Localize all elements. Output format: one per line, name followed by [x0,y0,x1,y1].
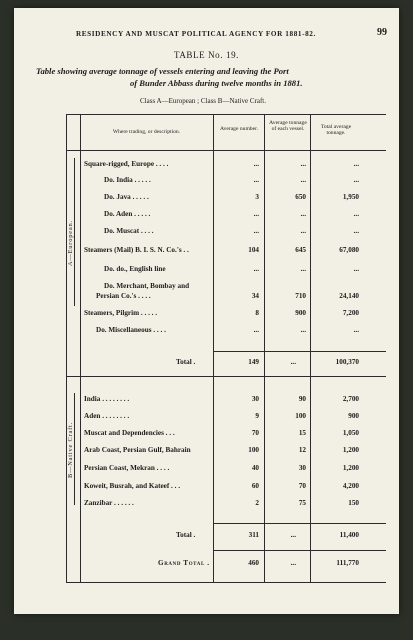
total-column-divider [310,114,311,582]
running-title: RESIDENCY AND MUSCAT POLITICAL AGENCY FOR 1881-82. [76,30,316,38]
number-column-divider [213,114,214,582]
section-divider [66,376,386,377]
section-b-total-total: 11,400 [339,531,359,539]
row-b6-trade: Koweit, Busrah, and Kateef . . . [84,482,181,490]
row-a3-num: 3 [255,193,259,201]
header-bottom-rule [66,150,386,151]
row-a8-total: 24,140 [339,292,359,300]
row-b3-num: 70 [251,429,259,437]
row-a7-trade: Do. do., English line [104,265,166,273]
table-number: TABLE No. 19. [173,50,240,60]
row-a7-ton: ... [300,265,306,273]
row-a1-num: ... [253,160,259,168]
row-a5-ton: ... [300,227,306,235]
section-a-total-rule [213,351,386,352]
row-a4-num: ... [253,210,259,218]
row-a3-total: 1,950 [342,193,359,201]
section-b-total-ton: ... [290,531,296,539]
row-b4-total: 1,200 [342,446,359,454]
row-a8-ton: 710 [295,292,306,300]
col-head-avg-number: Average number. [219,126,259,132]
section-b-total-num: 311 [248,531,259,539]
col-head-trade: Where trading, or description. [112,129,181,135]
row-a2-num: ... [253,176,259,184]
table-caption-line-2: of Bunder Abbass during twelve months in 1881. [130,78,303,88]
row-a3-trade: Do. Java . . . . . [104,193,149,201]
row-a2-trade: Do. India . . . . . [104,176,151,184]
row-a2-total: ... [353,176,359,184]
section-a-brace [74,158,81,306]
row-a9-ton: 900 [295,309,306,317]
row-a2-ton: ... [300,176,306,184]
table-caption-line-1: Table showing average tonnage of vessels entering and leaving the Port [36,66,289,76]
row-a7-total: ... [353,265,359,273]
row-b6-total: 4,200 [342,482,359,490]
row-a4-total: ... [353,210,359,218]
page-number: 99 [377,27,387,38]
row-a6-num: 104 [248,246,259,254]
row-b2-ton: 100 [295,412,306,420]
row-b5-num: 40 [251,464,259,472]
row-a5-trade: Do. Muscat . . . . [104,227,154,235]
row-b7-total: 150 [348,499,359,507]
section-a-label: A—European. [67,220,74,266]
table-top-rule [66,114,386,115]
row-a8-num: 34 [251,292,259,300]
row-a3-ton: 650 [295,193,306,201]
document-page [14,8,399,614]
row-b4-ton: 12 [298,446,306,454]
row-a1-total: ... [353,160,359,168]
row-a9-trade: Steamers, Pilgrim . . . . . [84,309,158,317]
row-a1-trade: Square-rigged, Europe . . . . [84,160,169,168]
row-b3-total: 1,050 [342,429,359,437]
row-b5-ton: 30 [298,464,306,472]
row-a6-ton: 645 [295,246,306,254]
grand-total-rule [213,550,386,551]
row-b4-num: 100 [248,446,259,454]
grand-total-label: Grand Total . [158,559,210,567]
grand-total-num: 460 [248,559,259,567]
row-b6-ton: 70 [298,482,306,490]
row-b7-ton: 75 [298,499,306,507]
row-b6-num: 60 [251,482,259,490]
section-a-total-num: 149 [248,358,259,366]
row-b7-num: 2 [255,499,259,507]
row-a1-ton: ... [300,160,306,168]
row-b7-trade: Zanzibar . . . . . . [84,499,134,507]
row-a10-num: ... [253,326,259,334]
row-a7-num: ... [253,265,259,273]
col-head-total-tonnage: Total average tonnage. [320,124,352,136]
row-a8-trade-cont: Persian Co.'s . . . . [96,292,151,300]
row-b3-ton: 15 [298,429,306,437]
row-b3-trade: Muscat and Dependencies . . . [84,429,175,437]
section-b-total-rule [213,523,386,524]
section-a-total-ton: ... [290,358,296,366]
row-a5-num: ... [253,227,259,235]
row-a6-total: 67,080 [339,246,359,254]
row-b1-trade: India . . . . . . . . [84,395,130,403]
row-b2-trade: Aden . . . . . . . . [84,412,130,420]
row-a9-total: 7,200 [342,309,359,317]
row-a8-trade: Do. Merchant, Bombay and [104,282,190,290]
row-b1-num: 30 [251,395,259,403]
row-b1-total: 2,700 [342,395,359,403]
section-b-total-label: Total . [176,531,196,539]
row-b2-num: 9 [255,412,259,420]
col-head-avg-tonnage: Average tonnage of each vessel. [269,120,307,132]
row-a4-ton: ... [300,210,306,218]
row-a10-ton: ... [300,326,306,334]
row-b5-trade: Persian Coast, Mekran . . . . [84,464,170,472]
section-a-total-total: 100,370 [335,358,359,366]
row-a10-total: ... [353,326,359,334]
row-b4-trade: Arab Coast, Persian Gulf, Bahrain [84,446,191,454]
row-a9-num: 8 [255,309,259,317]
class-legend: Class A—European ; Class B—Native Craft. [140,97,266,105]
section-a-total-label: Total . [176,358,196,366]
row-a5-total: ... [353,227,359,235]
left-border [66,114,67,582]
table-bottom-rule [66,582,386,583]
section-b-brace [74,393,81,505]
row-b5-total: 1,200 [342,464,359,472]
row-a10-trade: Do. Miscellaneous . . . . [96,326,166,334]
tonnage-column-divider [264,114,265,582]
row-b1-ton: 90 [298,395,306,403]
row-a6-trade: Steamers (Mail) B. I. S. N. Co.'s . . [84,246,189,254]
grand-total-total: 111,770 [336,559,359,567]
row-b2-total: 900 [348,412,359,420]
section-b-label: B—Native Craft. [67,421,74,478]
grand-total-ton: ... [290,559,296,567]
row-a4-trade: Do. Aden . . . . . [104,210,151,218]
